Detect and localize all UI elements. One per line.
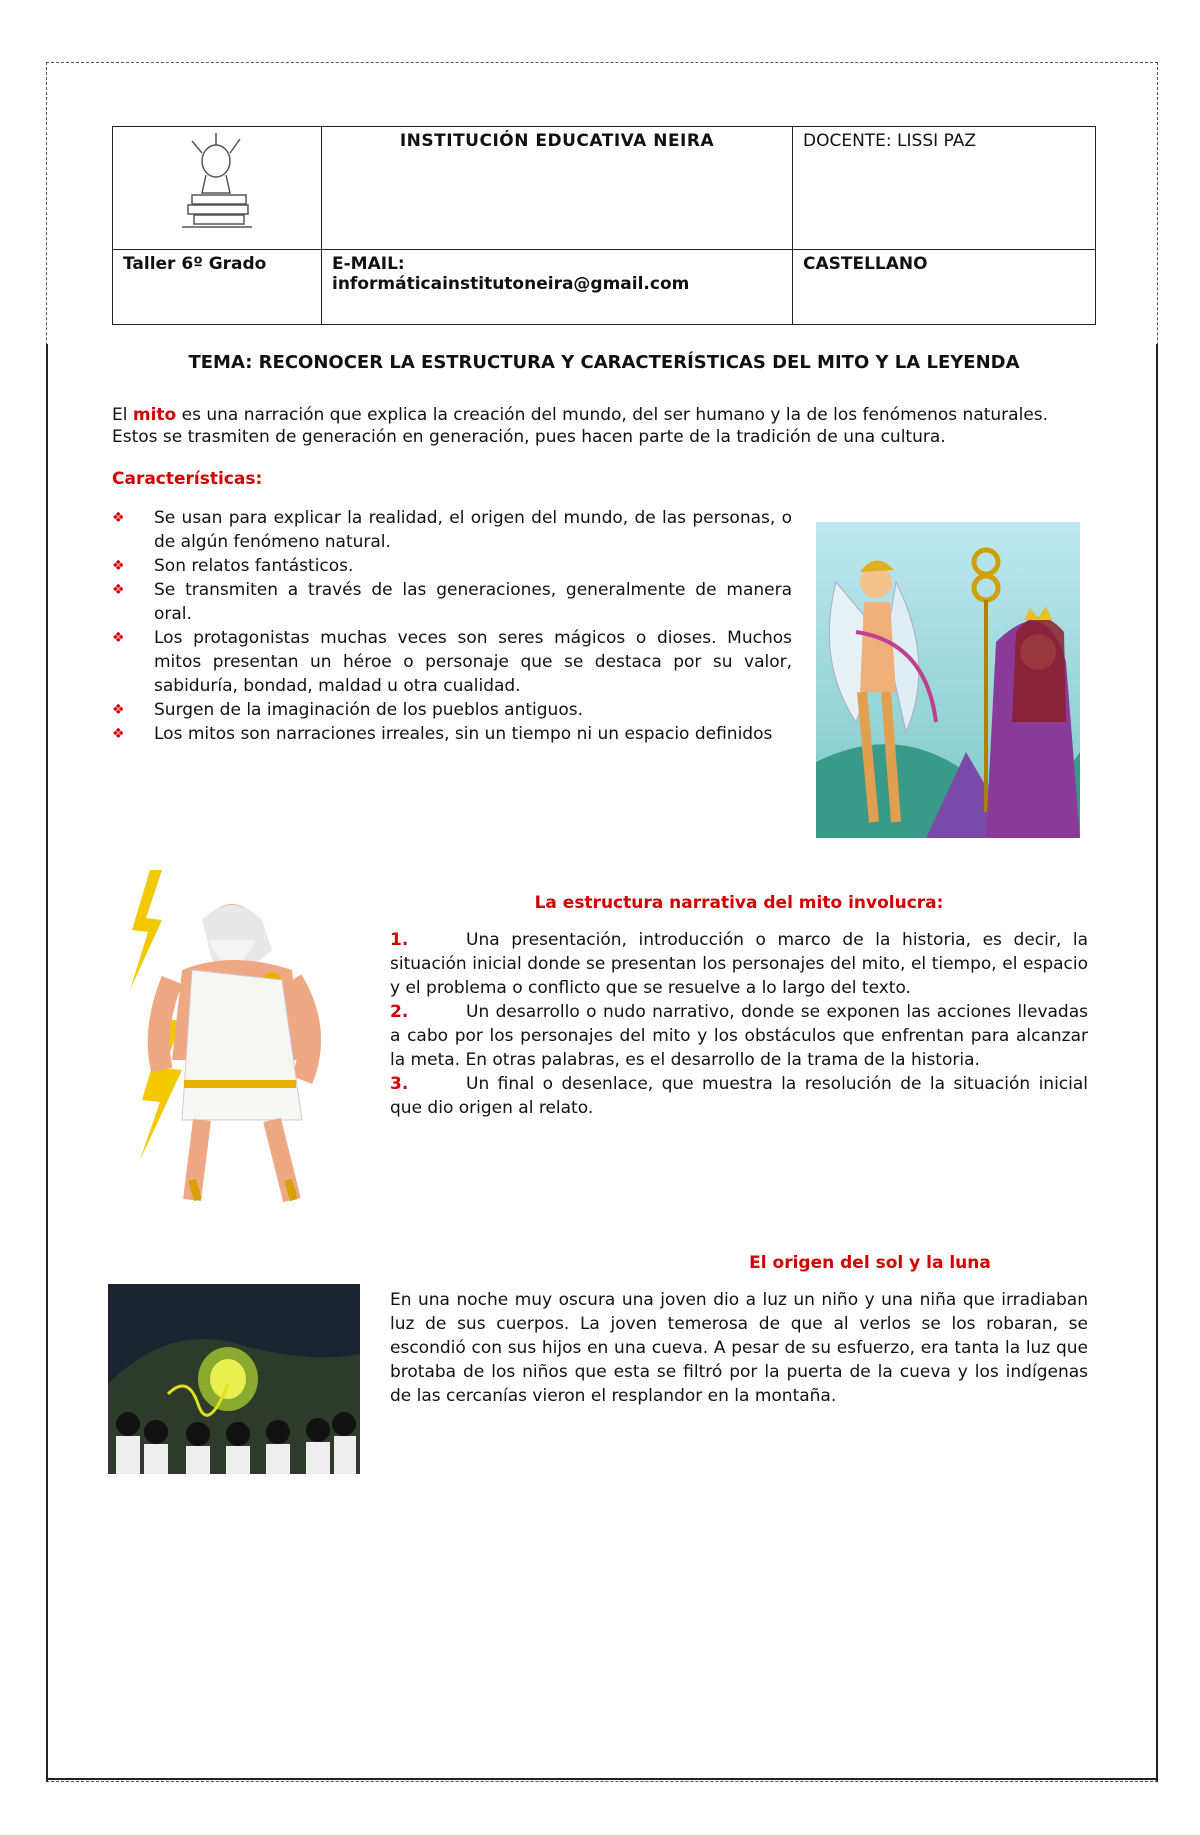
diamond-bullet-icon: ❖: [112, 582, 125, 598]
cave-image: [108, 1284, 360, 1474]
structure-title: La estructura narrativa del mito involucra:: [534, 893, 944, 913]
item-number: 3.: [390, 1074, 409, 1094]
list-item: ❖ Se usan para explicar la realidad, el origen del mundo, de las personas, o de algún fenómeno natural.: [112, 508, 792, 552]
list-item: 3. Un final o desenlace, que muestra la resolución de la situación inicial que dio origen al relato.: [390, 1074, 1088, 1118]
zeus-image: [122, 870, 358, 1214]
email-label: E-MAIL:: [332, 254, 405, 274]
list-item: 1. Una presentación, introducción o marco de la historia, es decir, la situación inicial donde se presentan los personajes del mito, el tiempo, el espacio y el problema o conflicto que se resuelve a lo largo del texto.: [390, 930, 1088, 998]
item-number: 2.: [390, 1002, 409, 1022]
cupid-illustration: [816, 522, 1080, 838]
grade-label: Taller 6º Grado: [113, 250, 322, 325]
list-item: ❖ Se transmiten a través de las generaciones, generalmente de manera oral.: [112, 580, 792, 624]
intro-rest: es una narración que explica la creación del mundo, del ser humano y la de los fenómenos naturales. Estos se trasmiten de generación en generación, pues hacen parte de la tradición de una cultura.: [112, 405, 1049, 447]
list-item: 2. Un desarrollo o nudo narrativo, donde se exponen las acciones llevadas a cabo por los personajes del mito y los obstáculos que enfrentan para alcanzar la meta. En otras palabras, es el desarrollo de la trama de la historia.: [390, 1002, 1088, 1070]
teacher-name: DOCENTE: LISSI PAZ: [793, 127, 1096, 250]
diamond-bullet-icon: ❖: [112, 510, 125, 526]
characteristics-list: [112, 506, 792, 746]
institution-name: INSTITUCIÓN EDUCATIVA NEIRA: [322, 127, 793, 250]
item-number: 1.: [390, 930, 409, 950]
list-item: ❖ Son relatos fantásticos.: [112, 556, 354, 576]
story-text: En una noche muy oscura una joven dio a luz un niño y una niña que irradiaban luz de sus cuerpos. La joven temerosa de que al verlos se los robaran, se escondió con sus hijos en una cueva. A pesar de su esfuerzo, era tanta la luz que brotaba de los niños que esta se filtró por la puerta de la cueva y los indígenas de las cercanías vieron el resplandor en la montaña.: [390, 1290, 1088, 1406]
diamond-bullet-icon: ❖: [112, 726, 125, 742]
zeus-illustration: [122, 870, 358, 1214]
story-title: El origen del sol y la luna: [749, 1253, 991, 1273]
intro-prefix: El: [112, 405, 133, 425]
header-table: [112, 126, 1096, 325]
email-cell: [322, 250, 793, 325]
diamond-bullet-icon: ❖: [112, 702, 125, 718]
characteristics-title: Características:: [112, 469, 263, 489]
intro-highlight: mito: [132, 405, 177, 425]
diamond-bullet-icon: ❖: [112, 558, 125, 574]
subject-name: CASTELLANO: [793, 250, 1096, 325]
intro-paragraph: [112, 404, 1096, 448]
email-address: informáticainstitutoneira@gmail.com: [332, 274, 690, 294]
school-logo: [172, 131, 262, 235]
cupid-image: [816, 522, 1080, 838]
logo-cell: [113, 127, 322, 250]
bottom-rule: [46, 1778, 1158, 1780]
diamond-bullet-icon: ❖: [112, 630, 125, 646]
list-item: ❖ Los protagonistas muchas veces son seres mágicos o dioses. Muchos mitos presentan un héroe o personaje que se destaca por su valor, sabiduría, bondad, maldad u otra cualidad.: [112, 628, 792, 696]
structure-list: [390, 928, 1088, 1120]
list-item: ❖ Surgen de la imaginación de los pueblos antiguos.: [112, 700, 583, 720]
cave-illustration: [108, 1284, 360, 1474]
list-item: ❖ Los mitos son narraciones irreales, sin un tiempo ni un espacio definidos: [112, 724, 773, 744]
topic-title: TEMA: RECONOCER LA ESTRUCTURA Y CARACTERÍSTICAS DEL MITO Y LA LEYENDA: [188, 352, 1020, 373]
